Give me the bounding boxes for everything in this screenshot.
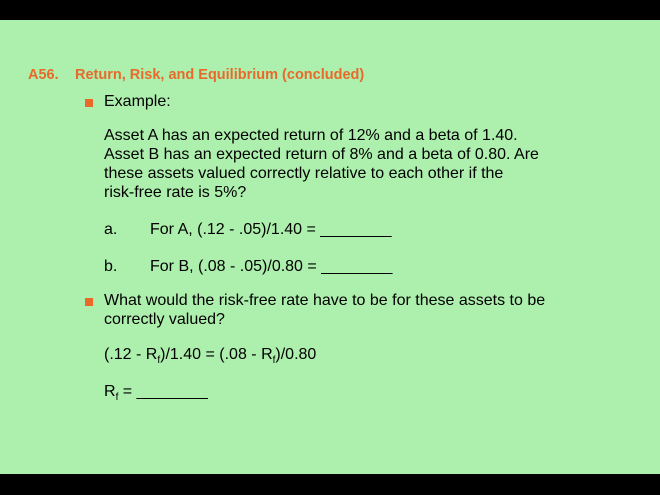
answer-blank: = ________ (118, 383, 208, 400)
example-line: Asset A has an expected return of 12% and a beta of 1.40. (104, 127, 518, 144)
example-item-b (104, 257, 392, 277)
equation (104, 345, 316, 365)
answer-symbol: R (104, 383, 116, 400)
equation-part: )/1.40 = (.08 - R (160, 346, 273, 363)
slide-title (28, 67, 364, 83)
item-marker: a. (104, 221, 118, 238)
example-heading: Example: (104, 93, 171, 110)
bullet-square-icon (85, 99, 93, 107)
bullet-square-icon (85, 298, 93, 306)
slide (0, 20, 660, 474)
question-line: What would the risk-free rate have to be for these assets to be (104, 292, 546, 309)
slide-title-text: Return, Risk, and Equilibrium (concluded) (75, 67, 365, 83)
slide-number: A56. (28, 67, 59, 83)
example-line: risk-free rate is 5%? (104, 184, 247, 201)
example-item-a (104, 220, 392, 240)
example-line: Asset B has an expected return of 8% and a beta of 0.80. Are (104, 146, 539, 163)
equation-subscript: f (157, 355, 161, 366)
item-marker: b. (104, 258, 118, 275)
example-line: these assets valued correctly relative to each other if the (104, 165, 504, 182)
equation-subscript: f (272, 355, 276, 366)
item-text: For B, (.08 - .05)/0.80 = ________ (150, 258, 393, 275)
answer-subscript: f (115, 392, 119, 403)
item-text: For A, (.12 - .05)/1.40 = ________ (150, 221, 392, 238)
question-line: correctly valued? (104, 311, 225, 328)
equation-part: )/0.80 (275, 346, 317, 363)
equation-part: (.12 - R (104, 346, 158, 363)
answer-line (104, 382, 208, 402)
